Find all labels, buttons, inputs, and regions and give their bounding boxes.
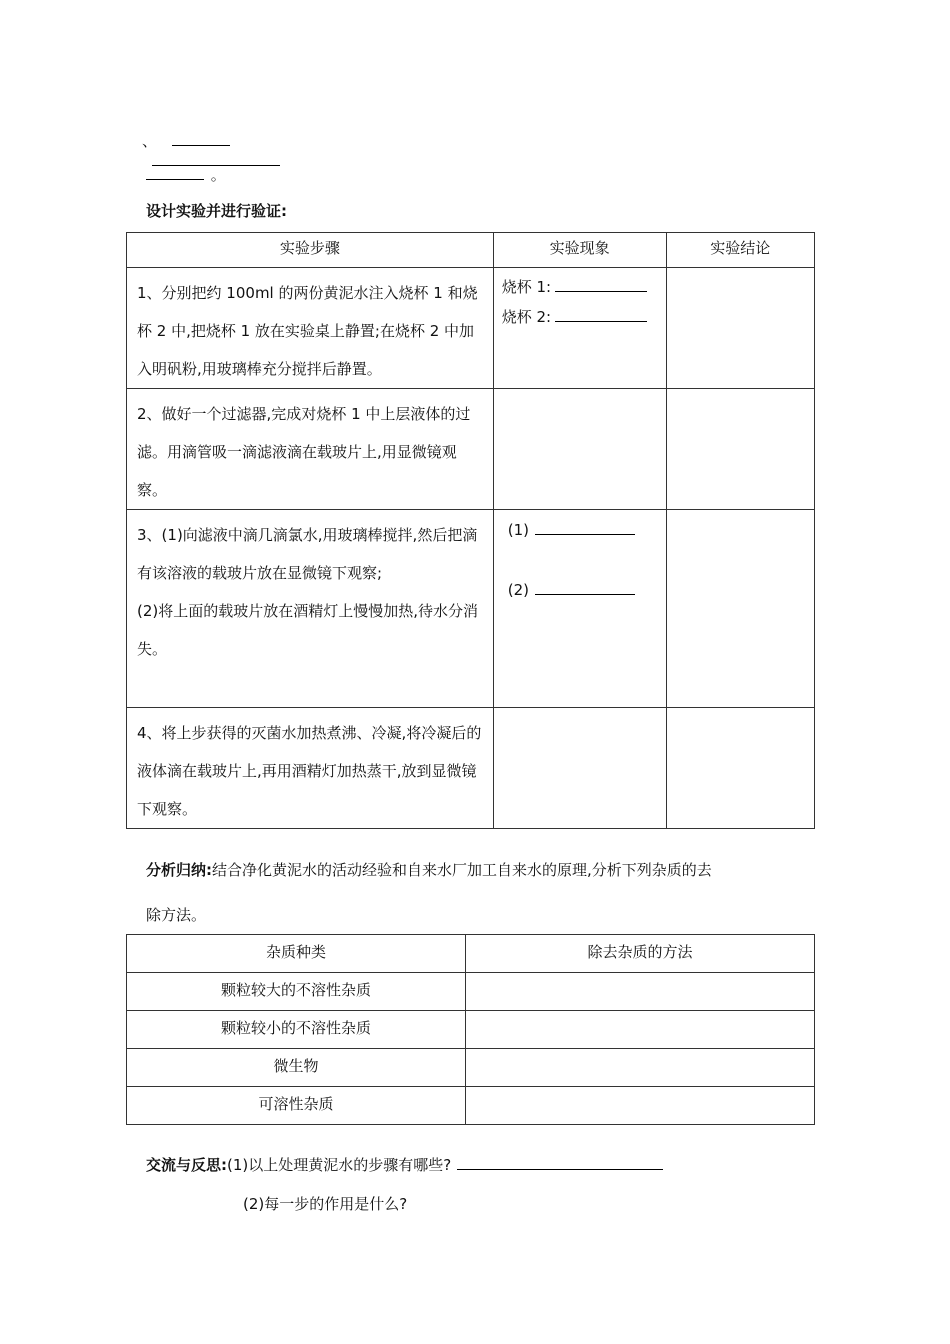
reflection-line-1 — [146, 1155, 786, 1175]
impurity-row-method — [466, 1049, 815, 1087]
top-fill-line-1 — [142, 130, 372, 150]
step-2-conclusion — [666, 389, 814, 510]
step-4-text: 4、将上步获得的灭菌水加热煮沸、冷凝,将冷凝后的液体滴在载玻片上,再用酒精灯加热蒸干,放到显微镜下观察。 — [137, 724, 482, 818]
step-1-observation — [493, 268, 666, 389]
step-2-text: 2、做好一个过滤器,完成对烧杯 1 中上层液体的过滤。用滴管吸一滴滤液滴在载玻片上,用显微镜观察。 — [137, 405, 471, 499]
impurity-table — [126, 934, 815, 1125]
analysis-label: 分析归纳: — [146, 861, 212, 879]
step-2-cell — [127, 389, 494, 510]
blank-line — [555, 277, 647, 292]
blank-line — [535, 580, 635, 595]
step-1-conclusion — [666, 268, 814, 389]
observation-line: (1) — [494, 520, 666, 580]
step-1-cell — [127, 268, 494, 389]
step-4-cell — [127, 708, 494, 829]
step-3-observation — [493, 510, 666, 708]
observation-line: 烧杯 2: — [494, 302, 666, 332]
step-3b-text: (2)将上面的载玻片放在酒精灯上慢慢加热,待水分消失。 — [137, 602, 479, 658]
analysis-text-2: 除方法。 — [146, 906, 207, 924]
header-conclusion: 实验结论 — [666, 233, 814, 268]
header-impurity-type: 杂质种类 — [127, 935, 466, 973]
reflection-label: 交流与反思: — [146, 1156, 227, 1174]
blank-line — [555, 307, 647, 322]
observation-line: 烧杯 1: — [494, 272, 666, 302]
blank-line — [457, 1155, 663, 1170]
header-phenomena: 实验现象 — [493, 233, 666, 268]
header-steps: 实验步骤 — [127, 233, 494, 268]
step-3-cell — [127, 510, 494, 708]
analysis-text-1: 结合净化黄泥水的活动经验和自来水厂加工自来水的原理,分析下列杂质的去 — [212, 861, 712, 879]
reflection-q2: (2)每一步的作用是什么? — [243, 1195, 408, 1213]
top-fill-line-2 — [146, 164, 266, 184]
analysis-paragraph — [146, 860, 826, 880]
design-heading: 设计实验并进行验证: — [146, 202, 287, 220]
impurity-row-label: 颗粒较小的不溶性杂质 — [127, 1011, 466, 1049]
step-4-conclusion — [666, 708, 814, 829]
observation-line: (2) — [494, 580, 666, 600]
impurity-row-label: 可溶性杂质 — [127, 1087, 466, 1125]
top-mark: 、 — [142, 132, 158, 150]
blank-line — [172, 131, 230, 146]
top-end-mark: 。 — [210, 166, 226, 184]
blank-line — [146, 165, 204, 180]
impurity-row-label: 颗粒较大的不溶性杂质 — [127, 973, 466, 1011]
header-removal-method: 除去杂质的方法 — [466, 935, 815, 973]
step-4-observation — [493, 708, 666, 829]
step-1-text: 1、分别把约 100ml 的两份黄泥水注入烧杯 1 和烧杯 2 中,把烧杯 1 放在实验桌上静置;在烧杯 2 中加入明矾粉,用玻璃棒充分搅拌后静置。 — [137, 284, 478, 378]
experiment-table — [126, 232, 815, 829]
step-2-observation — [493, 389, 666, 510]
impurity-row-method — [466, 1087, 815, 1125]
step-3a-text: 3、(1)向滤液中滴几滴氯水,用玻璃棒搅拌,然后把滴有该溶液的载玻片放在显微镜下观察; — [137, 526, 478, 582]
blank-line — [535, 520, 635, 535]
impurity-row-method — [466, 973, 815, 1011]
step-3-conclusion — [666, 510, 814, 708]
impurity-row-label: 微生物 — [127, 1049, 466, 1087]
impurity-row-method — [466, 1011, 815, 1049]
reflection-q1: (1)以上处理黄泥水的步骤有哪些? — [227, 1156, 452, 1174]
